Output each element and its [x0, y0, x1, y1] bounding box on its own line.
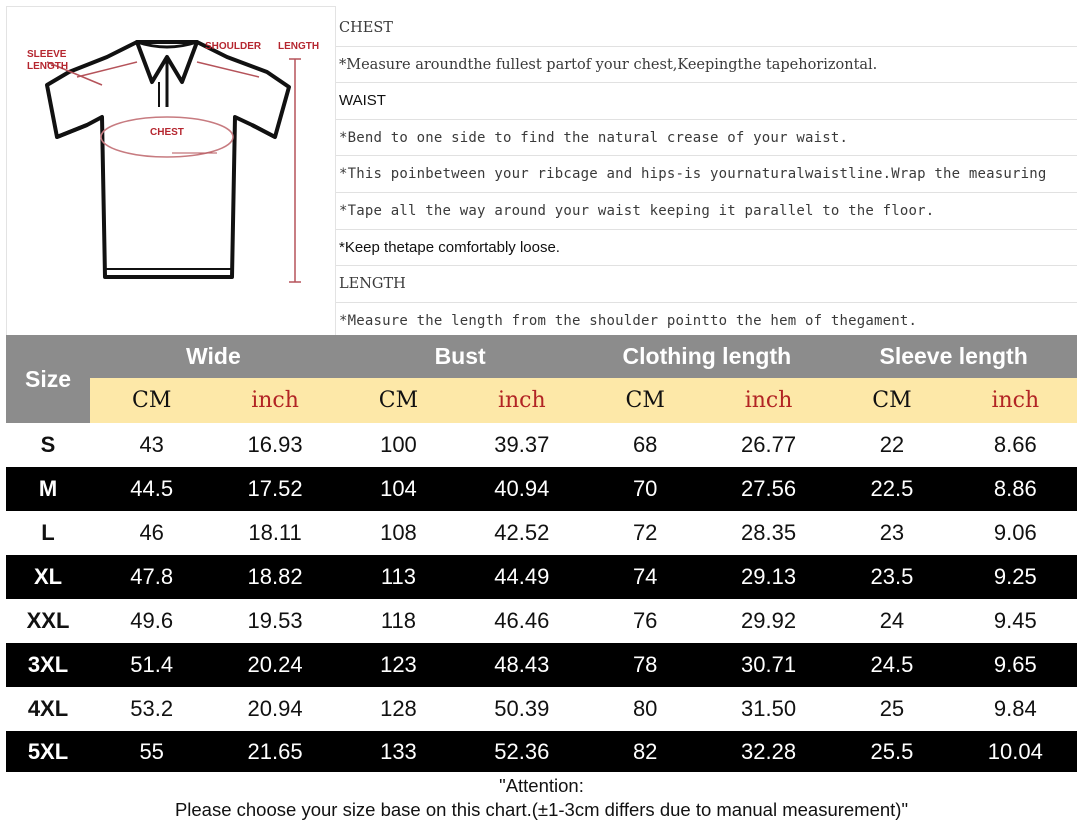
table-cell: 50.39 [494, 696, 550, 721]
table-cell: 128 [380, 696, 417, 721]
unit-header: CM [872, 388, 912, 413]
attention-text: Please choose your size base on this chart.(±1-3cm differs due to manual measurement)" [174, 799, 909, 820]
size-cell: XL [33, 564, 63, 589]
table-row [6, 643, 1077, 687]
unit-header: inch [497, 388, 546, 413]
table-cell: 23.5 [870, 564, 914, 589]
table-cell: 9.65 [993, 652, 1037, 677]
table-cell: 53.2 [130, 696, 174, 721]
table-cell: 100 [380, 432, 417, 457]
table-cell: 25 [879, 696, 905, 721]
table-cell: 108 [380, 520, 417, 545]
table-cell: 19.53 [247, 608, 303, 633]
table-row [6, 731, 1077, 772]
table-cell: 133 [380, 738, 417, 764]
group-header: Bust [434, 343, 486, 369]
instruction-line: *Measure aroundthe fullest partof your chest,Keepingthe tapehorizontal. [336, 47, 1077, 84]
instruction-line: *This poinbetween your ribcage and hips-is yournaturalwaistline.Wrap the measuring [336, 156, 1077, 193]
table-cell: 55 [139, 738, 164, 764]
size-guide-header [0, 0, 1085, 335]
table-cell: 18.11 [248, 520, 302, 545]
table-cell: 18.82 [247, 564, 303, 589]
table-cell: 70 [632, 476, 658, 501]
table-cell: 32.28 [741, 738, 797, 764]
table-cell: 80 [632, 696, 658, 721]
table-cell: 9.45 [993, 608, 1037, 633]
size-column-header: Size [6, 335, 90, 423]
size-table-header [6, 335, 1077, 423]
size-cell: 5XL [27, 738, 69, 764]
table-cell: 68 [632, 432, 658, 457]
length-label: LENGTH [278, 41, 320, 52]
table-cell: 20.24 [247, 652, 303, 677]
table-cell: 9.06 [993, 520, 1037, 545]
table-cell: 82 [632, 738, 658, 764]
size-cell: 3XL [27, 652, 69, 677]
table-cell: 24.5 [870, 652, 914, 677]
table-cell: 10.04 [987, 738, 1043, 764]
table-cell: 118 [380, 608, 416, 633]
table-row [6, 511, 1077, 555]
table-cell: 31.50 [741, 696, 797, 721]
table-cell: 20.94 [247, 696, 303, 721]
instruction-line: *Measure the length from the shoulder pointto the hem of thegament. [336, 303, 1077, 340]
table-cell: 22 [879, 432, 905, 457]
table-cell: 22.5 [870, 476, 914, 501]
table-cell: 9.25 [993, 564, 1037, 589]
table-cell: 17.52 [247, 476, 303, 501]
table-row [6, 687, 1077, 731]
instruction-line: *Tape all the way around your waist keeping it parallel to the floor. [336, 193, 1077, 230]
instruction-line: *Keep thetape comfortably loose. [336, 230, 1077, 267]
table-cell: 8.86 [993, 476, 1037, 501]
table-cell: 48.43 [494, 652, 550, 677]
table-cell: 29.13 [741, 564, 797, 589]
chest-label: CHEST [150, 127, 184, 138]
table-cell: 43 [139, 432, 164, 457]
measurement-group-headers [90, 335, 1077, 378]
table-cell: 25.5 [870, 738, 914, 764]
unit-header: CM [625, 388, 665, 413]
table-cell: 74 [632, 564, 658, 589]
attention-note [6, 772, 1077, 826]
polo-shirt-icon [7, 7, 335, 335]
table-row [6, 423, 1077, 467]
group-header: Sleeve length [879, 343, 1028, 369]
table-cell: 39.37 [494, 432, 550, 457]
table-cell: 16.93 [247, 432, 303, 457]
table-cell: 46 [139, 520, 164, 545]
instruction-line: LENGTH [336, 266, 1077, 303]
table-cell: 113 [380, 564, 416, 589]
size-table-body [6, 423, 1077, 772]
table-cell: 40.94 [494, 476, 550, 501]
table-cell: 47.8 [130, 564, 174, 589]
table-cell: 44.5 [130, 476, 174, 501]
table-cell: 26.77 [741, 432, 797, 457]
table-cell: 76 [632, 608, 658, 633]
table-cell: 24 [879, 608, 905, 633]
unit-header: inch [991, 388, 1040, 413]
table-cell: 78 [632, 652, 658, 677]
table-row [6, 555, 1077, 599]
unit-header: inch [251, 388, 299, 413]
size-cell: XXL [26, 608, 70, 633]
group-header: Wide [186, 343, 241, 369]
table-cell: 49.6 [130, 608, 174, 633]
table-cell: 44.49 [494, 564, 550, 589]
instruction-line: *Bend to one side to find the natural crease of your waist. [336, 120, 1077, 157]
table-cell: 51.4 [130, 652, 174, 677]
table-cell: 52.36 [494, 738, 550, 764]
table-cell: 72 [632, 520, 658, 545]
measurement-instructions [336, 10, 1077, 339]
size-cell: M [38, 476, 58, 501]
instruction-line: CHEST [336, 10, 1077, 47]
attention-title: "Attention: [499, 775, 584, 796]
table-cell: 30.71 [741, 652, 797, 677]
shoulder-label: SHOULDER [205, 41, 262, 52]
size-cell: 4XL [27, 696, 69, 721]
table-cell: 21.65 [247, 738, 303, 764]
size-cell: S [40, 432, 56, 457]
instruction-line: WAIST [336, 83, 1077, 120]
table-cell: 27.56 [741, 476, 797, 501]
unit-header: CM [378, 388, 419, 413]
table-cell: 29.92 [741, 608, 797, 633]
table-cell: 123 [380, 652, 417, 677]
unit-header: inch [744, 388, 793, 413]
table-cell: 104 [380, 476, 417, 501]
group-header: Clothing length [622, 343, 792, 369]
unit-headers [90, 378, 1077, 423]
table-cell: 46.46 [494, 608, 550, 633]
table-cell: 9.84 [993, 696, 1037, 721]
polo-shirt-illustration [6, 6, 336, 336]
table-cell: 23 [879, 520, 905, 545]
size-cell: L [41, 520, 55, 545]
table-cell: 8.66 [993, 432, 1037, 457]
table-cell: 28.35 [741, 520, 797, 545]
unit-header: CM [132, 388, 172, 413]
table-cell: 42.52 [494, 520, 550, 545]
table-row [6, 599, 1077, 643]
table-row [6, 467, 1077, 511]
sleeve-length-label: SLEEVE LENGTH [27, 49, 69, 72]
